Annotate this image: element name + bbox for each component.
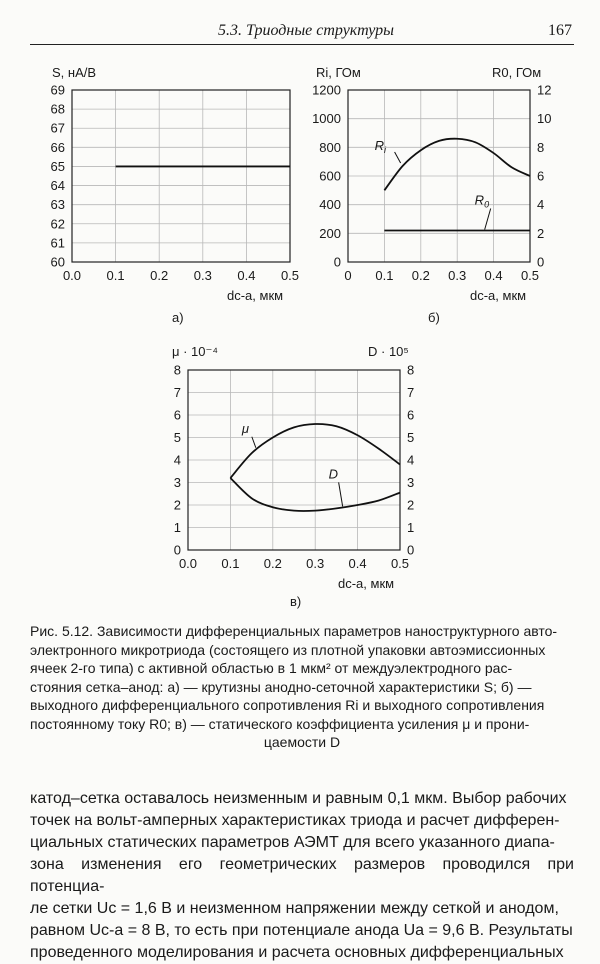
y-tick-label: 800	[319, 139, 341, 155]
y-tick-label: 68	[50, 101, 65, 117]
x-tick-label: 0.4	[484, 268, 503, 283]
chart-c-panel-label: в)	[290, 594, 302, 609]
label-leader-mu	[252, 437, 256, 448]
y-tick-label: 61	[50, 235, 65, 251]
y-tick-label-right: 0	[407, 542, 415, 558]
series-label-R0: $R_0$	[474, 192, 490, 210]
y-tick-label: 3	[173, 475, 181, 490]
chart-c-ylabel-right: D · 10⁵	[368, 344, 409, 359]
body-line: зона изменения его геометрических размеров проводился при потенциа-	[30, 856, 574, 895]
chart-b-panel-label: б)	[428, 310, 440, 325]
x-tick-label: 0.4	[237, 268, 256, 283]
x-tick-label: 0.3	[193, 268, 212, 283]
y-tick-label: 5	[173, 430, 181, 445]
y-tick-label: 200	[319, 225, 341, 241]
x-tick-label: 0.3	[306, 556, 325, 571]
caption-line: стояния сетка–анод: а) — крутизны анодно-сеточной характеристики S; б) —	[30, 678, 532, 695]
x-tick-label: 0.3	[448, 268, 467, 283]
body-line: проведенного моделирования и расчета основных дифференциальных	[30, 944, 564, 961]
y-tick-label: 8	[173, 362, 181, 378]
x-tick-label: 0.5	[280, 268, 300, 283]
x-tick-label: 0.2	[411, 268, 430, 283]
y-tick-label: 65	[50, 158, 65, 174]
body-paragraph	[30, 788, 574, 964]
y-tick-label: 60	[50, 254, 65, 270]
x-tick-label: 0.5	[520, 268, 540, 283]
body-line: точек на вольт-амперных характеристиках триода и расчет дифферен-	[30, 812, 560, 829]
label-leader-Ri	[395, 152, 401, 163]
y-tick-label-right: 6	[537, 168, 545, 184]
y-tick-label: 69	[50, 82, 65, 98]
chart-b-ylabel-right: R0, ГОм	[492, 65, 542, 80]
chart-a-panel-label: а)	[172, 310, 184, 325]
chart-a	[51, 65, 300, 325]
y-tick-label: 64	[50, 178, 65, 194]
body-line: ле сетки Uс = 1,6 В и неизменном напряжении между сеткой и анодом,	[30, 900, 559, 917]
chart-c-xlabel: dс-а, мкм	[338, 576, 395, 591]
chart-a-frame	[72, 90, 290, 262]
x-tick-label: 0.5	[390, 556, 410, 571]
chart-c	[172, 344, 414, 609]
y-tick-label: 400	[319, 197, 341, 213]
y-tick-label: 63	[50, 197, 65, 213]
caption-line: электронного микротриода (состоящего из плотной упаковки автоэмиссионных	[30, 641, 546, 658]
y-tick-label: 2	[173, 497, 181, 513]
y-tick-label-right: 4	[407, 452, 415, 468]
chart-a-xlabel: dс-а, мкм	[227, 288, 284, 303]
y-tick-label-right: 10	[537, 111, 552, 127]
x-tick-label: 0.4	[348, 556, 367, 571]
y-tick-label: 6	[173, 407, 181, 423]
header-title: 5.3. Триодные структуры	[218, 22, 394, 39]
chart-b-xlabel: dс-а, мкм	[470, 288, 527, 303]
caption-line: цаемости D	[263, 734, 341, 750]
x-tick-label: 0.1	[221, 556, 240, 571]
y-tick-label: 0	[333, 254, 341, 270]
y-tick-label-right: 0	[537, 254, 545, 270]
y-tick-label: 62	[50, 216, 65, 232]
y-tick-label-right: 5	[407, 430, 415, 445]
y-tick-label: 66	[50, 139, 65, 155]
caption-line: выходного дифференциального сопротивления Ri и выходного сопротивления	[30, 697, 545, 713]
x-tick-label: 0.0	[62, 268, 82, 283]
y-tick-label-right: 2	[407, 497, 415, 513]
body-line: циальных статических параметров АЭМТ для всего указанного диапа-	[30, 834, 555, 851]
y-tick-label-right: 12	[537, 82, 552, 98]
x-tick-label: 0.1	[106, 268, 125, 283]
chart-c-ylabel-left: μ · 10⁻⁴	[172, 344, 218, 359]
caption-line: Рис. 5.12. Зависимости дифференциальных параметров наноструктурного авто-	[30, 623, 558, 639]
series-label-mu: μ	[241, 420, 249, 436]
label-leader-R0	[485, 208, 491, 229]
x-tick-label: 0.0	[178, 556, 198, 571]
y-tick-label-right: 2	[537, 225, 545, 241]
y-tick-label-right: 7	[407, 385, 415, 400]
y-tick-label: 67	[50, 120, 65, 136]
chart-b	[312, 65, 551, 325]
y-tick-label-right: 3	[407, 475, 415, 490]
caption-line: ячеек 2-го типа) с активной областью в 1 мкм² от междуэлектродного рас-	[30, 660, 513, 676]
series-label-Ri: $R_i$	[374, 137, 386, 155]
y-tick-label-right: 8	[537, 139, 545, 155]
x-tick-label: 0.2	[150, 268, 169, 283]
x-tick-label: 0	[344, 268, 352, 283]
y-tick-label-right: 8	[407, 362, 415, 378]
chart-a-ylabel: S, нА/В	[52, 65, 97, 80]
series-label-D: D	[328, 466, 339, 482]
body-line: катод–сетка оставалось неизменным и равным 0,1 мкм. Выбор рабочих	[30, 790, 567, 807]
body-line: равном Uс-а = 8 В, то есть при потенциале анода Uа = 9,6 В. Результаты	[30, 922, 573, 939]
x-tick-label: 0.2	[263, 556, 282, 571]
y-tick-label: 1	[173, 520, 181, 535]
page-number: 167	[548, 22, 572, 39]
x-tick-label: 0.1	[375, 268, 394, 283]
y-tick-label-right: 6	[407, 407, 415, 423]
y-tick-label: 4	[173, 452, 181, 468]
caption-line: постоянному току R0; в) — статического коэффициента усиления μ и прони-	[30, 715, 530, 732]
y-tick-label: 600	[319, 168, 341, 184]
figure-caption	[30, 622, 574, 752]
y-tick-label: 1200	[312, 82, 341, 98]
y-tick-label-right: 4	[537, 197, 545, 213]
y-tick-label: 7	[173, 385, 181, 400]
label-leader-D	[339, 482, 343, 506]
y-tick-label: 0	[173, 542, 181, 558]
y-tick-label: 1000	[312, 111, 341, 127]
chart-b-ylabel-left: Ri, ГОм	[316, 65, 361, 80]
y-tick-label-right: 1	[407, 520, 415, 535]
